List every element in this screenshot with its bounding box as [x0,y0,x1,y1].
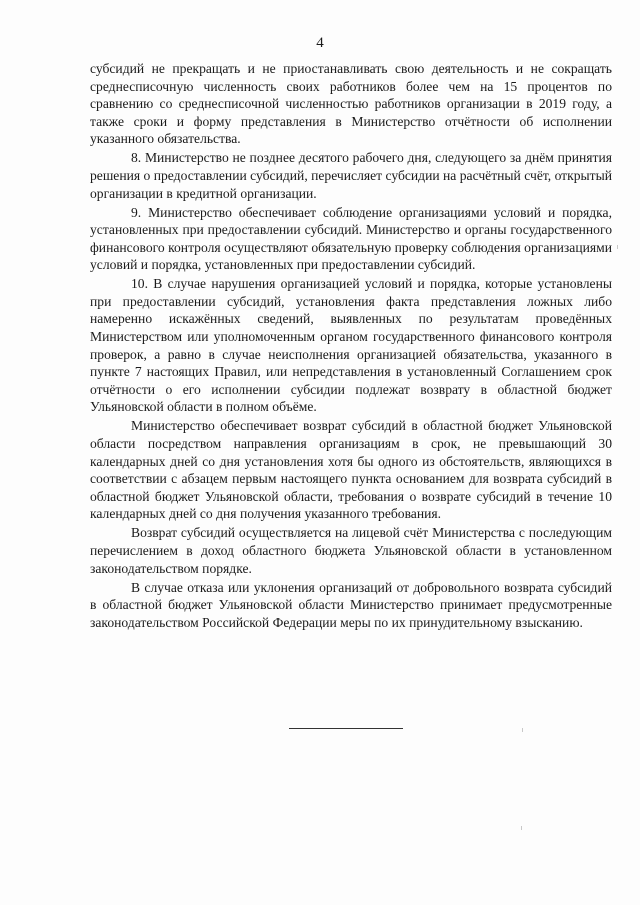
paragraph-continuation: субсидий не прекращать и не приостанавливать свою деятельность и не сокращать среднесписочную численность своих работников более чем на 15 процентов по сравнению со среднесписочной численностью работников организации в 2019 году, а также сроки и форму представления в Министерство отчётности об исполнении указанного обязательства. [90,61,612,147]
end-of-text-rule [289,728,403,729]
page-number: 4 [316,35,324,51]
scan-speck [522,728,523,732]
scan-speck [617,245,618,249]
paragraph-clause-8: 8. Министерство не позднее десятого рабочего дня, следующего за днём принятия решения о предоставлении субсидий, перечисляет субсидии на расчётный счёт, открытый организации в кредитной организации. [90,150,613,201]
paragraph-refusal-enforcement: В случае отказа или уклонения организаций от добровольного возврата субсидий в областной бюджет Ульяновской области Министерство принимает предусмотренные законодательством Российской Федерации меры по их принудительному взысканию. [90,579,612,630]
scan-speck [521,826,522,830]
paragraph-return-procedure: Министерство обеспечивает возврат субсидий в областной бюджет Ульяновской области посредством направления организациям в срок, не превышающий 30 календарных дней со дня установления хотя бы одного из обстоятельств, являющихся в соответствии с абзацем первым настоящего пункта основанием для возврата субсидий в областной бюджет Ульяновской области, требования о возврате субсидий в течение 10 календарных дней со дня получения указанного требования. [90,418,612,522]
paragraph-return-account: Возврат субсидий осуществляется на лицевой счёт Министерства с последующим перечислением в доход областного бюджета Ульяновской области в установленном законодательством порядке. [90,525,612,576]
paragraph-clause-9: 9. Министерство обеспечивает соблюдение организациями условий и порядка, установленных при предоставлении субсидий. Министерство и органы государственного финансового контроля осуществляют обязательную проверку соблюдения организациями условий и порядка, установленных при предоставлении субсидий. [90,204,612,273]
paragraph-clause-10: 10. В случае нарушения организацией условий и порядка, которые установлены при предоставлении субсидий, установления факта представления ложных либо намеренно искажённых сведений, выявленных по результатам проведённых Министерством или уполномоченным органом государственного финансового контроля проверок, а равно в случае неисполнения организацией обязательства, указанного в пункте 7 настоящих Правил, или непредставления в установленный Соглашением срок отчётности о его исполнении субсидии подлежат возврату в областной бюджет Ульяновской области в полном объёме. [90,276,612,415]
document-body [90,60,612,633]
